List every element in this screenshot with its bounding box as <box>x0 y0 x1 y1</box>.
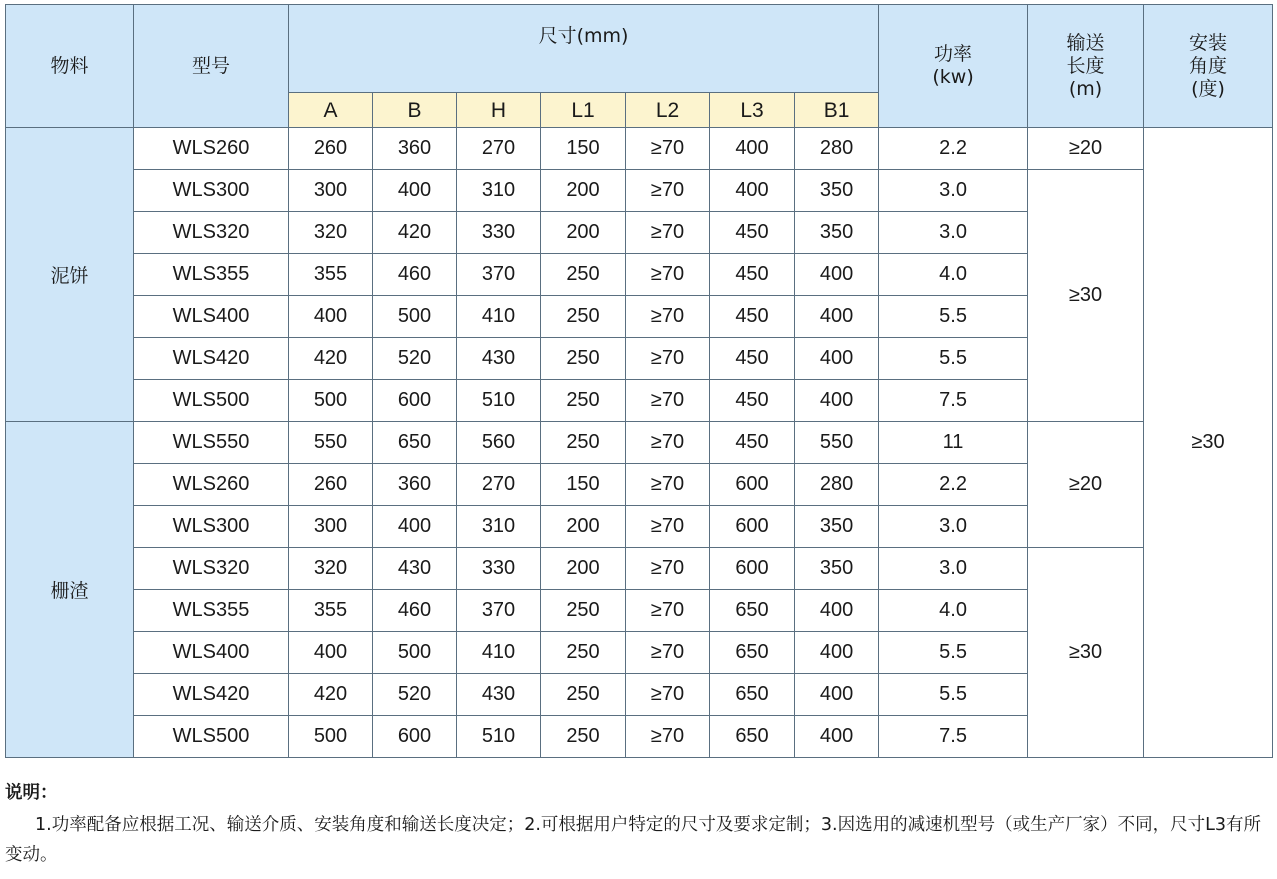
power-cell: 5.5 <box>879 632 1028 674</box>
dim-cell-b: 400 <box>373 170 457 212</box>
notes-title: 说明： <box>5 783 58 803</box>
dim-cell-l1: 200 <box>541 170 626 212</box>
dim-cell-h: 430 <box>457 338 541 380</box>
dim-cell-a: 550 <box>289 422 373 464</box>
dim-cell-b1: 280 <box>795 464 879 506</box>
dim-cell-h: 270 <box>457 128 541 170</box>
model-cell: WLS400 <box>134 632 289 674</box>
dim-cell-b: 430 <box>373 548 457 590</box>
dim-cell-a: 355 <box>289 590 373 632</box>
dim-cell-h: 560 <box>457 422 541 464</box>
power-cell: 3.0 <box>879 212 1028 254</box>
length-cell: ≥30 <box>1028 548 1144 758</box>
dim-cell-l2: ≥70 <box>626 632 710 674</box>
dim-cell-l1: 150 <box>541 128 626 170</box>
dim-cell-a: 500 <box>289 380 373 422</box>
dim-cell-b1: 400 <box>795 296 879 338</box>
dim-cell-l3: 450 <box>710 254 795 296</box>
dim-cell-b: 360 <box>373 128 457 170</box>
dim-cell-b: 420 <box>373 212 457 254</box>
dim-cell-h: 370 <box>457 590 541 632</box>
dim-cell-l1: 250 <box>541 338 626 380</box>
dim-cell-l3: 400 <box>710 128 795 170</box>
dim-cell-l3: 650 <box>710 590 795 632</box>
dim-cell-l2: ≥70 <box>626 296 710 338</box>
dim-cell-b1: 400 <box>795 380 879 422</box>
dim-cell-b: 650 <box>373 422 457 464</box>
dim-cell-b1: 350 <box>795 212 879 254</box>
header-dim-h: H <box>457 93 541 128</box>
dim-cell-l1: 150 <box>541 464 626 506</box>
dim-cell-b1: 350 <box>795 548 879 590</box>
dim-cell-l3: 450 <box>710 212 795 254</box>
dim-cell-a: 400 <box>289 632 373 674</box>
dim-cell-b: 520 <box>373 674 457 716</box>
power-cell: 5.5 <box>879 674 1028 716</box>
dim-cell-l1: 250 <box>541 380 626 422</box>
dim-cell-l1: 200 <box>541 548 626 590</box>
dim-cell-h: 430 <box>457 674 541 716</box>
header-dimensions: 尺寸(mm) <box>289 5 879 93</box>
dim-cell-b: 360 <box>373 464 457 506</box>
dim-cell-b: 600 <box>373 716 457 758</box>
dim-cell-l3: 600 <box>710 548 795 590</box>
dim-cell-a: 300 <box>289 170 373 212</box>
dim-cell-h: 410 <box>457 296 541 338</box>
dim-cell-l3: 650 <box>710 716 795 758</box>
dim-cell-b1: 350 <box>795 170 879 212</box>
dim-cell-b: 460 <box>373 590 457 632</box>
length-cell: ≥20 <box>1028 128 1144 170</box>
dim-cell-b1: 400 <box>795 590 879 632</box>
dim-cell-b: 520 <box>373 338 457 380</box>
model-cell: WLS320 <box>134 212 289 254</box>
dim-cell-a: 400 <box>289 296 373 338</box>
dim-cell-l2: ≥70 <box>626 506 710 548</box>
length-cell: ≥30 <box>1028 170 1144 422</box>
dim-cell-l3: 450 <box>710 380 795 422</box>
dim-cell-l1: 250 <box>541 716 626 758</box>
model-cell: WLS550 <box>134 422 289 464</box>
dim-cell-l2: ≥70 <box>626 128 710 170</box>
table-row <box>6 548 1273 590</box>
dim-cell-a: 420 <box>289 338 373 380</box>
dim-cell-l3: 400 <box>710 170 795 212</box>
power-cell: 5.5 <box>879 338 1028 380</box>
model-cell: WLS355 <box>134 254 289 296</box>
dim-cell-l2: ≥70 <box>626 338 710 380</box>
dim-cell-l1: 200 <box>541 212 626 254</box>
dim-cell-l1: 250 <box>541 422 626 464</box>
dim-cell-h: 270 <box>457 464 541 506</box>
header-dim-a: A <box>289 93 373 128</box>
model-cell: WLS420 <box>134 338 289 380</box>
dim-cell-a: 420 <box>289 674 373 716</box>
dim-cell-l3: 600 <box>710 464 795 506</box>
dim-cell-l2: ≥70 <box>626 170 710 212</box>
power-cell: 4.0 <box>879 590 1028 632</box>
dim-cell-h: 310 <box>457 506 541 548</box>
header-model: 型号 <box>134 5 289 128</box>
header-dim-b: B <box>373 93 457 128</box>
power-cell: 2.2 <box>879 128 1028 170</box>
header-material: 物料 <box>6 5 134 128</box>
power-cell: 3.0 <box>879 170 1028 212</box>
model-cell: WLS300 <box>134 170 289 212</box>
dim-cell-l2: ≥70 <box>626 674 710 716</box>
dim-cell-b1: 550 <box>795 422 879 464</box>
dim-cell-l3: 450 <box>710 296 795 338</box>
dim-cell-b1: 350 <box>795 506 879 548</box>
dim-cell-h: 410 <box>457 632 541 674</box>
dim-cell-l2: ≥70 <box>626 212 710 254</box>
dim-cell-l2: ≥70 <box>626 548 710 590</box>
dim-cell-h: 330 <box>457 548 541 590</box>
model-cell: WLS420 <box>134 674 289 716</box>
header-dim-b1: B1 <box>795 93 879 128</box>
model-cell: WLS500 <box>134 380 289 422</box>
power-cell: 4.0 <box>879 254 1028 296</box>
dim-cell-l3: 450 <box>710 422 795 464</box>
table-body <box>6 128 1273 758</box>
dim-cell-l3: 650 <box>710 632 795 674</box>
table-row <box>6 422 1273 464</box>
dim-cell-b: 600 <box>373 380 457 422</box>
dim-cell-b1: 400 <box>795 338 879 380</box>
dim-cell-l3: 450 <box>710 338 795 380</box>
dim-cell-a: 320 <box>289 548 373 590</box>
dim-cell-h: 510 <box>457 380 541 422</box>
header-length: 输送 长度 (m) <box>1028 5 1144 128</box>
model-cell: WLS260 <box>134 128 289 170</box>
model-cell: WLS500 <box>134 716 289 758</box>
power-cell: 7.5 <box>879 380 1028 422</box>
notes-section <box>5 778 1272 870</box>
dim-cell-b: 460 <box>373 254 457 296</box>
dim-cell-a: 260 <box>289 464 373 506</box>
table-row <box>6 128 1273 170</box>
dim-cell-h: 510 <box>457 716 541 758</box>
dim-cell-a: 300 <box>289 506 373 548</box>
dim-cell-a: 355 <box>289 254 373 296</box>
material-cell: 栅渣 <box>6 422 134 758</box>
model-cell: WLS400 <box>134 296 289 338</box>
dim-cell-b: 500 <box>373 632 457 674</box>
notes-text: 1.功率配备应根据工况、输送介质、安装角度和输送长度决定；2.可根据用户特定的尺寸及要求定制；3.因选用的减速机型号（或生产厂家）不同，尺寸L3有所变动。 <box>5 815 1261 865</box>
dim-cell-l2: ≥70 <box>626 380 710 422</box>
dim-cell-a: 320 <box>289 212 373 254</box>
dim-cell-l1: 250 <box>541 674 626 716</box>
dim-cell-l3: 650 <box>710 674 795 716</box>
material-cell: 泥饼 <box>6 128 134 422</box>
dim-cell-l2: ≥70 <box>626 422 710 464</box>
dim-cell-l2: ≥70 <box>626 716 710 758</box>
header-dim-l1: L1 <box>541 93 626 128</box>
length-cell: ≥20 <box>1028 422 1144 548</box>
dim-cell-h: 310 <box>457 170 541 212</box>
dim-cell-l3: 600 <box>710 506 795 548</box>
angle-cell: ≥30 <box>1144 128 1273 758</box>
power-cell: 3.0 <box>879 548 1028 590</box>
dim-cell-l1: 250 <box>541 296 626 338</box>
dim-cell-l2: ≥70 <box>626 254 710 296</box>
dim-cell-h: 370 <box>457 254 541 296</box>
dim-cell-a: 260 <box>289 128 373 170</box>
dim-cell-l2: ≥70 <box>626 590 710 632</box>
dim-cell-l2: ≥70 <box>626 464 710 506</box>
header-dim-l3: L3 <box>710 93 795 128</box>
power-cell: 7.5 <box>879 716 1028 758</box>
model-cell: WLS300 <box>134 506 289 548</box>
table-row <box>6 170 1273 212</box>
model-cell: WLS320 <box>134 548 289 590</box>
dim-cell-b1: 280 <box>795 128 879 170</box>
power-cell: 5.5 <box>879 296 1028 338</box>
power-cell: 11 <box>879 422 1028 464</box>
dim-cell-b1: 400 <box>795 632 879 674</box>
model-cell: WLS355 <box>134 590 289 632</box>
dim-cell-l1: 250 <box>541 254 626 296</box>
header-dim-l2: L2 <box>626 93 710 128</box>
dim-cell-b: 400 <box>373 506 457 548</box>
header-power: 功率 (kw) <box>879 5 1028 128</box>
dim-cell-l1: 250 <box>541 632 626 674</box>
spec-table <box>5 4 1273 758</box>
dim-cell-h: 330 <box>457 212 541 254</box>
dim-cell-b1: 400 <box>795 716 879 758</box>
model-cell: WLS260 <box>134 464 289 506</box>
dim-cell-b: 500 <box>373 296 457 338</box>
dim-cell-a: 500 <box>289 716 373 758</box>
dim-cell-b1: 400 <box>795 254 879 296</box>
header-angle: 安装 角度 (度) <box>1144 5 1273 128</box>
dim-cell-l1: 250 <box>541 590 626 632</box>
dim-cell-b1: 400 <box>795 674 879 716</box>
dim-cell-l1: 200 <box>541 506 626 548</box>
power-cell: 2.2 <box>879 464 1028 506</box>
power-cell: 3.0 <box>879 506 1028 548</box>
